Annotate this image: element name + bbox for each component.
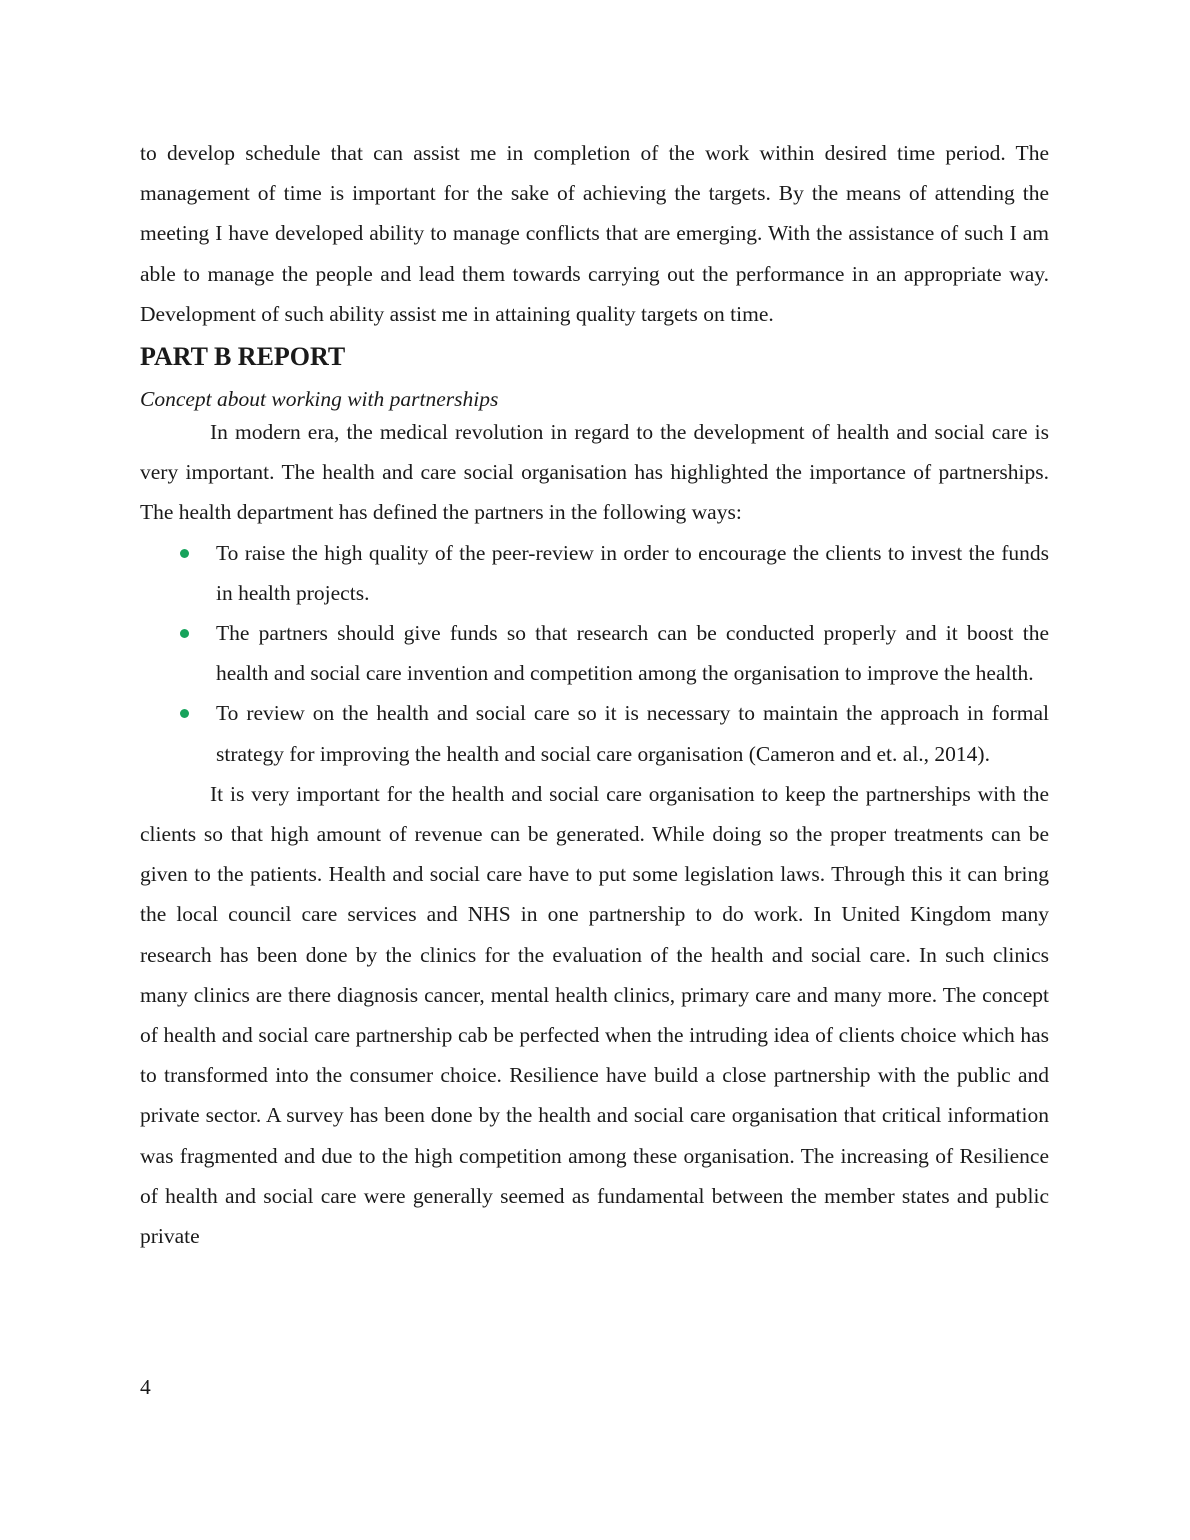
body-paragraph-intro: to develop schedule that can assist me in completion of the work within desired time period. The management of time is important for the sake of achieving the targets. By the means of attending the meeting I have developed ability to manage conflicts that are emerging. With the assistance of such I am able to manage the people and lead them towards carrying out the performance in an appropriate way. Development of such ability assist me in attaining quality targets on time. xyxy=(140,141,1049,326)
body-paragraph-importance: It is very important for the health and social care organisation to keep the partnerships with the clients so that high amount of revenue can be generated. While doing so the proper treatments can be given to the patients. Health and social care have to put some legislation laws. Through this it can bring the local council care services and NHS in one partnership to do work. In United Kingdom many research has been done by the clinics for the evaluation of the health and social care. In such clinics many clinics are there diagnosis cancer, mental health clinics, primary care and many more. The concept of health and social care partnership cab be perfected when the intruding idea of clients choice which has to transformed into the consumer choice. Resilience have build a close partnership with the public and private sector. A survey has been done by the health and social care organisation that critical information was fragmented and due to the high competition among these organisation. The increasing of Resilience of health and social care were generally seemed as fundamental between the member states and public private xyxy=(140,781,1049,1249)
list-item xyxy=(140,533,1049,613)
list-item-text: To raise the high quality of the peer-review in order to encourage the clients to invest the funds in health projects. xyxy=(216,540,1049,605)
body-paragraph-partnerships: In modern era, the medical revolution in regard to the development of health and social care is very important. The health and care social organisation has highlighted the importance of partnerships. The health department has defined the partners in the following ways: xyxy=(140,420,1049,525)
section-heading: PART B REPORT xyxy=(140,342,346,371)
bullet-list xyxy=(140,533,1049,774)
page-number: 4 xyxy=(140,1375,151,1399)
document-page xyxy=(140,133,1049,1256)
list-item-text: The partners should give funds so that research can be conducted properly and it boost the health and social care invention and competition among the organisation to improve the health. xyxy=(216,621,1049,686)
list-item xyxy=(140,613,1049,693)
bullet-dot-icon xyxy=(180,549,189,558)
subsection-heading: Concept about working with partnerships xyxy=(140,387,499,411)
list-item xyxy=(140,693,1049,773)
list-item-text: To review on the health and social care so it is necessary to maintain the approach in formal strategy for improving the health and social care organisation (Cameron and et. al., 2014). xyxy=(216,701,1049,766)
bullet-dot-icon xyxy=(180,709,189,718)
bullet-dot-icon xyxy=(180,629,189,638)
